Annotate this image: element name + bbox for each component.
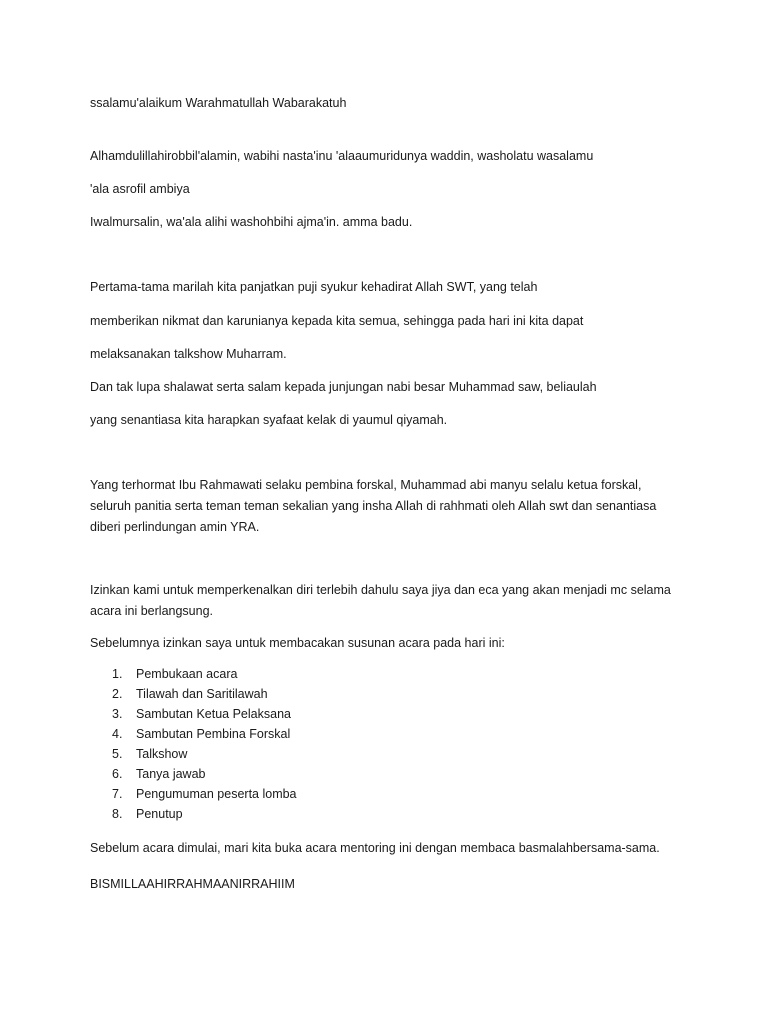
agenda-item-text: Tilawah dan Saritilawah (136, 687, 268, 701)
gratitude-line-1: Pertama-tama marilah kita panjatkan puji syukur kehadirat Allah SWT, yang telah (90, 280, 538, 294)
greeting-line: ssalamu'alaikum Warahmatullah Wabarakatuh (90, 96, 347, 110)
agenda-item (112, 724, 297, 744)
agenda-item (112, 704, 297, 724)
agenda-item-text: Pengumuman peserta lomba (136, 787, 297, 801)
gratitude-line-2: memberikan nikmat dan karunianya kepada kita semua, sehingga pada hari ini kita dapat (90, 314, 584, 328)
agenda-item (112, 664, 297, 684)
basmalah-line: BISMILLAAHIRRAHMAANIRRAHIIM (90, 877, 295, 891)
agenda-item (112, 744, 297, 764)
agenda-item (112, 784, 297, 804)
opening-line-2: 'ala asrofil ambiya (90, 182, 190, 196)
agenda-item-text: Tanya jawab (136, 767, 206, 781)
respect-paragraph: Yang terhormat Ibu Rahmawati selaku pembina forskal, Muhammad abi manyu selalu ketua forskal, seluruh panitia serta teman teman sekalian yang insha Allah di rahhmati oleh Allah swt dan senantiasa diberi perlindungan amin YRA. (90, 478, 657, 534)
agenda-item-number: 2. (112, 687, 123, 701)
agenda-item (112, 684, 297, 704)
opening-line-3: Iwalmursalin, wa'ala alihi washohbihi ajma'in. amma badu. (90, 215, 413, 229)
agenda-item (112, 804, 297, 824)
agenda-item-number: 8. (112, 807, 123, 821)
agenda-item (112, 764, 297, 784)
closing-line: Sebelum acara dimulai, mari kita buka acara mentoring ini dengan membaca basmalahbersama-sama. (90, 841, 660, 855)
introduction-paragraph: Izinkan kami untuk memperkenalkan diri terlebih dahulu saya jiya dan eca yang akan menjadi mc selama acara ini berlangsung. (90, 583, 671, 618)
opening-line-1: Alhamdulillahirobbil'alamin, wabihi nasta'inu 'alaaumuridunya waddin, washolatu wasalamu (90, 149, 594, 163)
agenda-item-number: 5. (112, 747, 123, 761)
agenda-item-number: 7. (112, 787, 123, 801)
agenda-item-number: 6. (112, 767, 123, 781)
agenda-item-text: Penutup (136, 807, 183, 821)
agenda-intro: Sebelumnya izinkan saya untuk membacakan susunan acara pada hari ini: (90, 636, 505, 650)
agenda-item-number: 4. (112, 727, 123, 741)
agenda-item-text: Talkshow (136, 747, 188, 761)
agenda-item-text: Sambutan Pembina Forskal (136, 727, 291, 741)
agenda-item-text: Sambutan Ketua Pelaksana (136, 707, 291, 721)
agenda-item-number: 3. (112, 707, 123, 721)
gratitude-line-3: melaksanakan talkshow Muharram. (90, 347, 287, 361)
gratitude-line-5: yang senantiasa kita harapkan syafaat kelak di yaumul qiyamah. (90, 413, 448, 427)
agenda-item-text: Pembukaan acara (136, 667, 238, 681)
agenda-list (112, 664, 297, 824)
gratitude-line-4: Dan tak lupa shalawat serta salam kepada junjungan nabi besar Muhammad saw, beliaulah (90, 380, 597, 394)
agenda-item-number: 1. (112, 667, 123, 681)
